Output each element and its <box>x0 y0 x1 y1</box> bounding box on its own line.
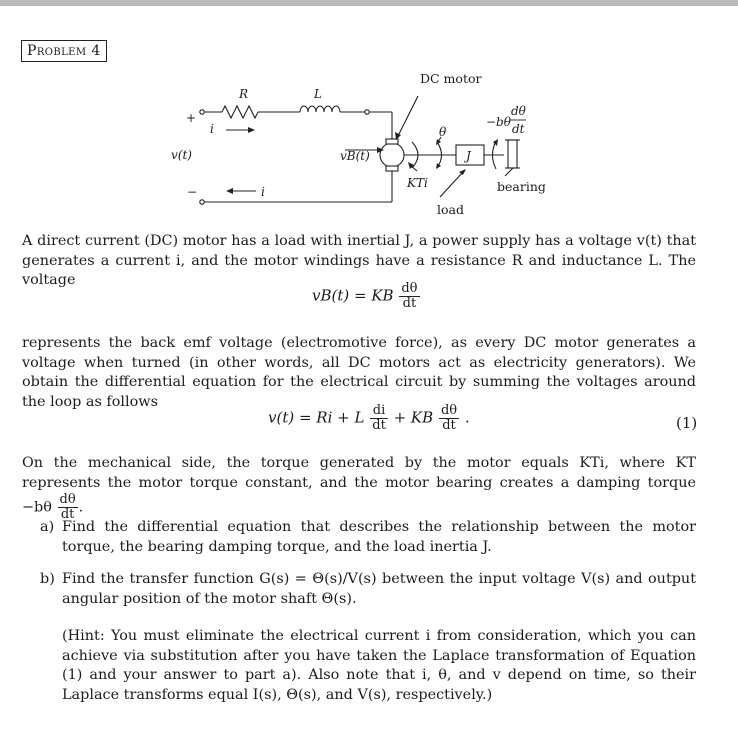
equation-1-part2: + KB <box>393 408 434 427</box>
motor-body <box>380 143 404 167</box>
question-item <box>40 518 696 557</box>
fraction-denominator: dt <box>402 296 417 311</box>
mechanical-paragraph <box>22 454 696 522</box>
label-motor-torque: KTi <box>407 176 428 190</box>
resistor <box>222 106 258 118</box>
fraction-numerator: dθ <box>59 492 76 508</box>
label-dc-motor: DC motor <box>420 71 482 86</box>
equation-1 <box>268 404 470 433</box>
back-emf-paragraph: represents the back emf voltage (electromotive force), as every DC motor generates a voltage when turned (in other words, all DC motors act as electricity generators). We obtain the differential equation for the electrical circuit by summing the voltages around the loop as follows <box>22 335 696 411</box>
equation-number: (1) <box>676 414 698 432</box>
mechanical-text: On the mechanical side, the torque generated by the motor equals KTi, where KT represents the motor torque constant, and the motor bearing creates a damping torque −bθ <box>22 455 696 516</box>
label-damping-frac-den: dt <box>512 122 525 136</box>
top-terminal <box>200 110 204 114</box>
intro-paragraph: A direct current (DC) motor has a load with inertial J, a power supply has a voltage v(t) that generates a current i, and the motor windings have a resistance R and inductance L. The voltage <box>22 233 696 289</box>
label-load: load <box>437 202 464 217</box>
question-text: Find the differential equation that describes the relationship between the motor torque, the bearing damping torque, and the load inertia J. <box>62 519 696 555</box>
mechanical-period: . <box>78 499 84 516</box>
dc-motor-circuit-diagram <box>0 0 738 230</box>
inductor <box>300 106 340 112</box>
hint-paragraph: (Hint: You must eliminate the electrical current i from consideration, which you can achieve via substitution after you have taken the Laplace transformation of Equation (1) and your answer to part a). Also note that i, θ, and v depend on time, so their Laplace transforms equal I(s), Θ(s), and V(s), respectively.) <box>62 628 696 704</box>
bottom-terminal <box>200 200 204 204</box>
label-current-bottom: i <box>261 185 265 199</box>
equation-1-period: . <box>464 408 470 427</box>
fraction-numerator: di <box>370 404 388 419</box>
label-current-top: i <box>210 122 214 136</box>
label-back-emf: vB(t) <box>340 149 370 163</box>
equation-back-emf <box>312 282 421 311</box>
bearing <box>508 140 517 168</box>
label-damping-coeff: −bθ <box>486 115 511 129</box>
label-damping-frac-num: dθ <box>511 104 526 118</box>
label-bearing: bearing <box>497 179 546 194</box>
fraction-denominator: dt <box>60 507 75 523</box>
label-plus: + <box>186 111 197 125</box>
label-R: R <box>239 87 249 101</box>
equation-1-fraction-1 <box>370 404 388 433</box>
question-label: b) <box>40 571 55 587</box>
fraction-denominator: dt <box>372 418 386 433</box>
fraction-denominator: dt <box>442 418 456 433</box>
fraction-numerator: dθ <box>440 403 458 418</box>
label-source-voltage: v(t) <box>171 148 192 162</box>
equation-back-emf-lhs: vB(t) = KB <box>312 286 394 305</box>
label-theta: θ <box>439 125 447 139</box>
question-text: Find the transfer function G(s) = Θ(s)/V(s) between the input voltage V(s) and output angular position of the motor shaft Θ(s). <box>62 571 696 607</box>
fraction-numerator: dθ <box>401 281 418 296</box>
question-label: a) <box>40 519 55 535</box>
label-minus: − <box>187 185 198 199</box>
equation-1-part1: v(t) = Ri + L <box>268 408 365 427</box>
label-load-J: J <box>466 149 471 163</box>
problem-label: Problem 4 <box>21 40 107 62</box>
label-L: L <box>314 87 322 101</box>
question-item <box>40 570 696 609</box>
equation-back-emf-fraction <box>399 282 419 311</box>
equation-1-fraction-2 <box>439 404 459 433</box>
